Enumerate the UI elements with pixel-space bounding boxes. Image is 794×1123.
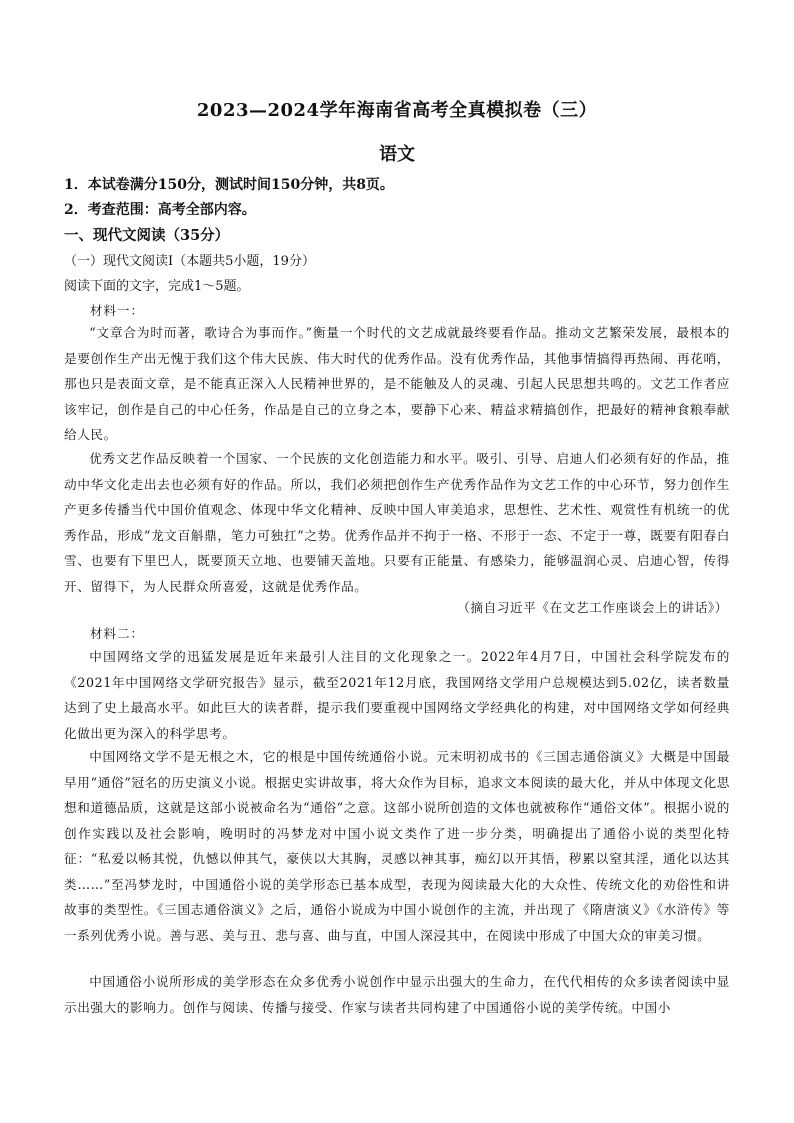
exam-note-2: 2．考查范围：高考全部内容。 — [64, 202, 256, 218]
material-2-label: 材料二： — [90, 626, 145, 641]
exam-note-1: 1．本试卷满分150分，测试时间150分钟，共8页。 — [64, 177, 394, 193]
material-1-source: （摘自习近平《在文艺工作座谈会上的讲话》） — [457, 600, 728, 615]
material-2-paragraph: 中国通俗小说所形成的美学形态在众多优秀小说创作中显示出强大的生命力，在代代相传的众多读者阅读中显示出强大的影响力。创作与阅读、传播与接受、作家与读者共同构建了中国通俗小说的美学传统。中国小 — [64, 974, 730, 1015]
material-1-paragraph: “文章合为时而著，歌诗合为事而作。”衡量一个时代的文艺成就最终要看作品。推动文艺繁荣发展，最根本的是要创作生产出无愧于我们这个伟大民族、伟大时代的优秀作品。没有优秀作品，其他事情搞得再热闹、再花哨，那也只是表面文章，是不能真正深入人民精神世界的，是不能触及人的灵魂、引起人民思想共鸣的。文艺工作者应该牢记，创作是自己的中心任务，作品是自己的立身之本，要静下心来、精益求精搞创作，把最好的精神食粮奉献给人民。 — [64, 325, 730, 442]
section-heading: 一、现代文阅读（35分） — [64, 227, 230, 244]
material-2-paragraph: 中国网络文学不是无根之木，它的根是中国传统通俗小说。元末明初成书的《三国志通俗演义》大概是中国最早用“通俗”冠名的历史演义小说。根据史实讲故事，将大众作为目标，追求文本阅读的最大化，并从中体现文化思想和道德品质，这就是这部小说被命名为“通俗”之意。这部小说所创造的文体也就被称作“通俗文体”。根据小说的创作实践以及社会影响，晚明时的冯梦龙对中国小说文类作了进一步分类，明确提出了通俗小说的类型化特征：“私爱以畅其悦，仇憾以伸其气，豪侠以大其胸，灵感以神其事，痴幻以开其悟，秽累以窒其淫，通化以达其类……”至冯梦龙时，中国通俗小说的美学形态已基本成型，表现为阅读最大化的大众性、传统文化的劝俗性和讲故事的类型性。《三国志通俗演义》之后，通俗小说成为中国小说创作的主流，并出现了《隋唐演义》《水浒传》等一系列优秀小说。善与恶、美与丑、悲与喜、曲与直，中国人深浸其中，在阅读中形成了中国大众的审美习惯。 — [64, 749, 730, 943]
subject-heading: 语文 — [379, 144, 415, 165]
material-1-label: 材料一： — [90, 303, 145, 318]
reading-instruction: 阅读下面的文字，完成1～5题。 — [64, 279, 250, 294]
material-2-paragraph: 中国网络文学的迅猛发展是近年来最引人注目的文化现象之一。2022年4月7日，中国社会科学院发布的《2021年中国网络文学研究报告》显示，截至2021年12月底，我国网络文学用户总规模达到5.02亿，读者数量达到了史上最高水平。如此巨大的读者群，提示我们要重视中国网络文学经典化的构建，对中国网络文学如何经典化做出更为深入的科学思考。 — [64, 649, 730, 741]
exam-title: 2023—2024学年海南省高考全真模拟卷（三） — [196, 100, 598, 121]
subsection-heading: （一）现代文阅读Ⅰ（本题共5小题，19分） — [64, 254, 315, 269]
material-1-paragraph: 优秀文艺作品反映着一个国家、一个民族的文化创造能力和水平。吸引、引导、启迪人们必须有好的作品，推动中华文化走出去也必须有好的作品。所以，我们必须把创作生产优秀作品作为文艺工作的中心环节，努力创作生产更多传播当代中国价值观念、体现中华文化精神、反映中国人审美追求，思想性、艺术性、观赏性有机统一的优秀作品，形成“龙文百斛鼎，笔力可独扛”之势。优秀作品并不拘于一格、不形于一态、不定于一尊，既要有阳春白雪、也要有下里巴人，既要顶天立地、也要铺天盖地。只要有正能量、有感染力，能够温润心灵、启迪心智，传得开、留得下，为人民群众所喜爱，这就是优秀作品。 — [64, 451, 730, 594]
